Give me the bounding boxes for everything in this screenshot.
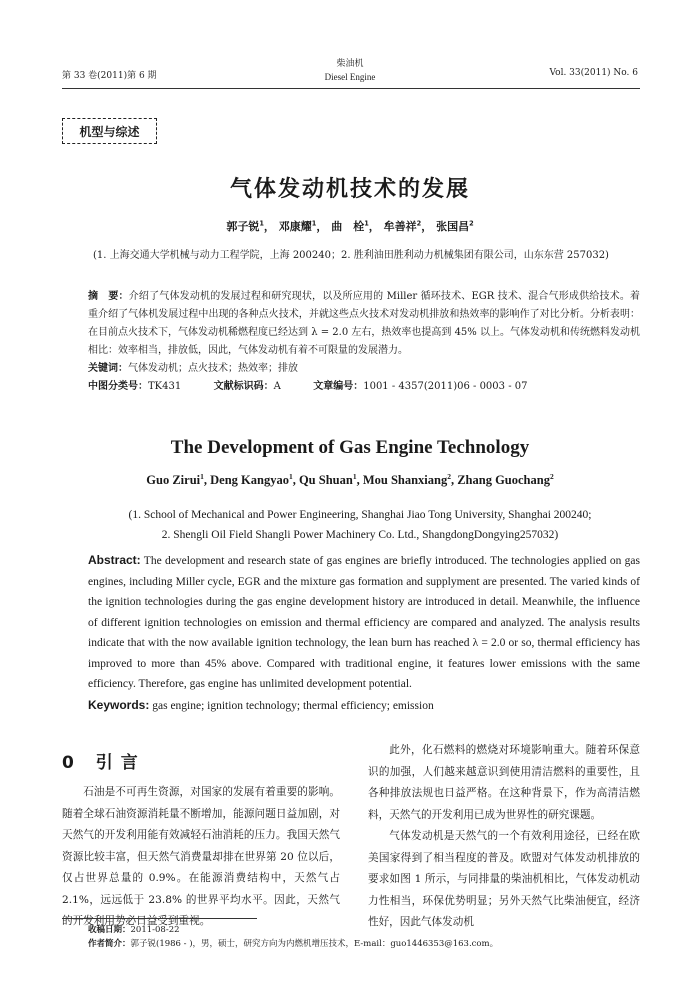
author-bio-label: 作者简介：	[88, 939, 131, 949]
body-paragraph: 此外，化石燃料的燃烧对环境影响重大。随着环保意识的加强，人们越来越意识到使用清洁燃料的重要性，且各种排放法规也日益严格。在这种背景下，作为高清洁燃料，天然气的开发利用已成为世界性的研究课题。	[368, 744, 640, 821]
author-name: 牟善祥	[383, 220, 417, 233]
received-date-line	[88, 923, 640, 937]
author-affil-mark: 1	[364, 219, 369, 228]
keywords-text-cn: 气体发动机；点火技术；热效率；排放	[128, 363, 298, 374]
article-title-cn: 气体发动机技术的发展	[229, 177, 470, 202]
clc-code: TK431	[148, 381, 182, 392]
body-paragraph: 石油是不可再生资源，对国家的发展有着重要的影响。随着全球石油资源消耗量不断增加，能源问题日益加剧，对天然气的开发利用能有效减轻石油消耗的压力。我国天然气资源比较丰富，但天然气消费量却排在世界第 20 位以后，仅占世界总量的 0.9%。在能源消费结构中，天然气占 2.1%，远远低于 23.8% 的世界平均水平。因此，天然气的开发利用势必日益受到重视。	[62, 786, 340, 927]
doc-code-label: 文献标识码：	[213, 381, 274, 392]
author-affil-mark: 1	[288, 471, 293, 481]
abstract-label-en: Abstract:	[88, 553, 141, 567]
affiliation-en	[80, 505, 640, 545]
abstract-en-block	[88, 550, 640, 716]
author-affil-mark: 2	[416, 219, 422, 228]
body-column-right	[368, 740, 640, 934]
running-header-volume: 第 33 卷(2011)第 6 期	[62, 71, 157, 81]
section-tag: 机型与综述	[62, 118, 157, 144]
abstract-text-cn: 介绍了气体发动机的发展过程和研究现状，以及所应用的 Miller 循环技术、EGR 技术、混合气形成供给技术。着重介绍了气体机发展过程中出现的各种点火技术，并就这些点火技术对发动机排放和热效率的影响作了对比分析。分析表明：在目前点火技术下，气体发动机稀燃程度已经达到 λ = 2.0 左右，热效率也提高到 45% 以上。气体发动机和传统燃料发动机相比：效率相当，排放低，因此，气体发动机有着不可限量的发展潜力。	[88, 291, 641, 356]
journal-name-cn: 柴油机	[336, 59, 364, 69]
affiliation-en-line: (1. School of Mechanical and Power Engineering, Shanghai Jiao Tong University, Shanghai 200240;	[128, 509, 592, 521]
footnote	[88, 923, 640, 951]
author-bio: 郭子锐(1986 - )，男，硕士，研究方向为内燃机增压技术，E-mail：guo1446353@163.com。	[130, 939, 499, 949]
abstract-label-cn: 摘 要：	[88, 291, 129, 302]
header-divider	[62, 88, 640, 89]
author-affil-mark: 1	[352, 471, 357, 481]
author-name: 邓康耀	[278, 220, 312, 233]
abstract-en	[88, 550, 640, 695]
author-bio-line	[88, 937, 640, 951]
keywords-label-cn: 关键词：	[88, 363, 128, 374]
keywords-en	[88, 695, 640, 717]
running-header-volume-en: Vol. 33(2011) No. 6	[549, 68, 638, 78]
author-name: 曲 栓	[331, 220, 365, 233]
author-name: Deng Kangyao	[210, 473, 289, 487]
author-name: 郭子锐	[226, 220, 260, 233]
received-date: 2011-08-22	[130, 925, 180, 935]
section-number: 0	[62, 753, 82, 773]
author-list-en: Guo Zirui$^1$, Deng Kangyao$^1$, Qu Shuan$^1$, Mou Shanxiang$^2$, Zhang Guochang$^2$	[146, 471, 554, 487]
author-affil-mark: 1	[311, 219, 317, 228]
author-affil-mark: 2	[549, 471, 554, 481]
abstract-cn-block	[88, 288, 640, 396]
section-title: 引言	[95, 753, 146, 773]
clc-label: 中图分类号：	[88, 381, 148, 392]
received-label: 收稿日期：	[88, 925, 131, 935]
author-affil-mark: 2	[447, 471, 451, 481]
author-name: Qu Shuan	[298, 473, 353, 487]
section-heading	[62, 748, 146, 773]
footnote-divider	[62, 918, 257, 919]
author-list-cn: 郭子锐$^1$， 邓康耀$^1$， 曲 栓$^1$， 牟善祥$^2$， 张国昌$^2$	[226, 219, 474, 233]
doc-code: A	[273, 381, 281, 392]
article-number-label: 文章编号：	[313, 381, 364, 392]
abstract-cn	[88, 288, 640, 360]
journal-name-en: Diesel Engine	[324, 72, 376, 82]
keywords-label-en: Keywords:	[88, 697, 150, 712]
author-affil-mark: 2	[469, 219, 474, 228]
author-name: 张国昌	[436, 220, 470, 233]
abstract-text-en: The development and research state of gas engines are briefly introduced. The technologies applied on gas engines, including Miller cycle, EGR and the mixture gas formation and supplyment are presented. The varied kinds of the ignition technologies during the gas engine development history are introduced in detail. Meanwhile, the influence of different ignition technologies on emission and thermal efficiency are compared and analyzed. The analysis results indicate that with the now available ignition technology, the lean burn has reached λ = 2.0 or so, thermal efficiency has improved to more than 45% above. Compared with traditional engine, it features lower emissions with the same efficiency. Therefore, gas engine has unlimited development potential.	[88, 555, 640, 690]
body-column-left	[62, 782, 340, 933]
classification-line	[88, 378, 640, 396]
affiliation-en-line: 2. Shengli Oil Field Shangli Power Machinery Co. Ltd., ShangdongDongying257032)	[161, 529, 559, 541]
keywords-cn	[88, 360, 640, 378]
author-name: Mou Shanxiang	[362, 473, 448, 487]
author-name: Guo Zirui	[146, 473, 201, 487]
author-affil-mark: 1	[200, 471, 204, 481]
author-name: Zhang Guochang	[457, 473, 550, 487]
author-affil-mark: 1	[259, 219, 264, 228]
affiliation-cn: (1. 上海交通大学机械与动力工程学院，上海 200240；2. 胜利油田胜利动力机械集团有限公司，山东东营 257032)	[93, 250, 609, 261]
keywords-text-en: gas engine; ignition technology; thermal efficiency; emission	[152, 699, 434, 712]
body-paragraph: 气体发动机是天然气的一个有效利用途径，已经在欧美国家得到了相当程度的普及。欧盟对气体发动机排放的要求如图 1 所示，与同排量的柴油机相比，气体发动机动力性相当，环保优势明显；另外天然气比柴油便宜，经济性好，因此气体发动机	[368, 830, 640, 928]
article-title-en: The Development of Gas Engine Technology	[170, 437, 530, 458]
article-number: 1001 - 4357(2011)06 - 0003 - 07	[363, 381, 528, 392]
